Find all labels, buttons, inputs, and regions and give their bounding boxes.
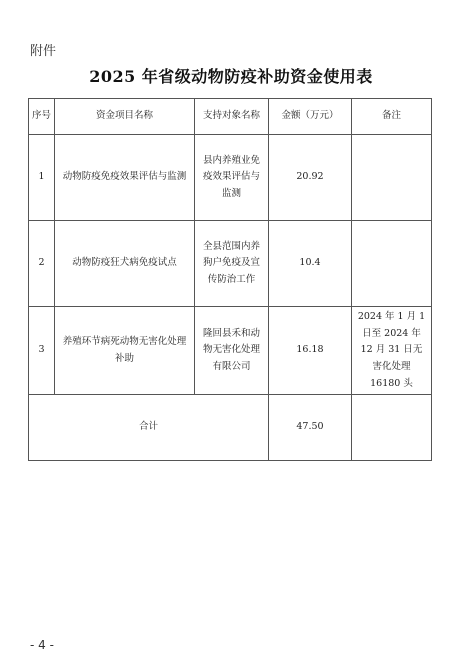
cell-amount: 10.4 — [269, 221, 352, 307]
cell-remark — [352, 221, 432, 307]
cell-no: 3 — [29, 307, 55, 395]
cell-target: 隆回县禾和动物无害化处理有限公司 — [195, 307, 269, 395]
header-no: 序号 — [29, 99, 55, 135]
cell-project: 动物防疫狂犬病免疫试点 — [55, 221, 195, 307]
fund-usage-table — [28, 98, 432, 461]
table-row — [29, 307, 432, 395]
table-total-row — [29, 395, 432, 461]
page-title: 2025 年省级动物防疫补助资金使用表 — [89, 67, 373, 86]
table-row — [29, 135, 432, 221]
cell-amount: 20.92 — [269, 135, 352, 221]
cell-project: 动物防疫免疫效果评估与监测 — [55, 135, 195, 221]
cell-target: 县内养殖业免疫效果评估与监测 — [195, 135, 269, 221]
header-project: 资金项目名称 — [55, 99, 195, 135]
cell-amount: 16.18 — [269, 307, 352, 395]
total-label: 合计 — [29, 395, 269, 461]
cell-no: 1 — [29, 135, 55, 221]
cell-project: 养殖环节病死动物无害化处理补助 — [55, 307, 195, 395]
cell-target: 全县范围内养狗户免疫及宣传防治工作 — [195, 221, 269, 307]
header-amount: 金额（万元） — [269, 99, 352, 135]
total-remark — [352, 395, 432, 461]
table-row — [29, 221, 432, 307]
table-header-row — [29, 99, 432, 135]
cell-no: 2 — [29, 221, 55, 307]
cell-remark: 2024 年 1 月 1 日至 2024 年 12 月 31 日无害化处理 16180 头 — [352, 307, 432, 395]
header-target: 支持对象名称 — [195, 99, 269, 135]
attachment-label: 附件 — [30, 44, 57, 59]
header-remark: 备注 — [352, 99, 432, 135]
total-amount: 47.50 — [269, 395, 352, 461]
cell-remark — [352, 135, 432, 221]
page-number: - 4 - — [30, 638, 54, 652]
